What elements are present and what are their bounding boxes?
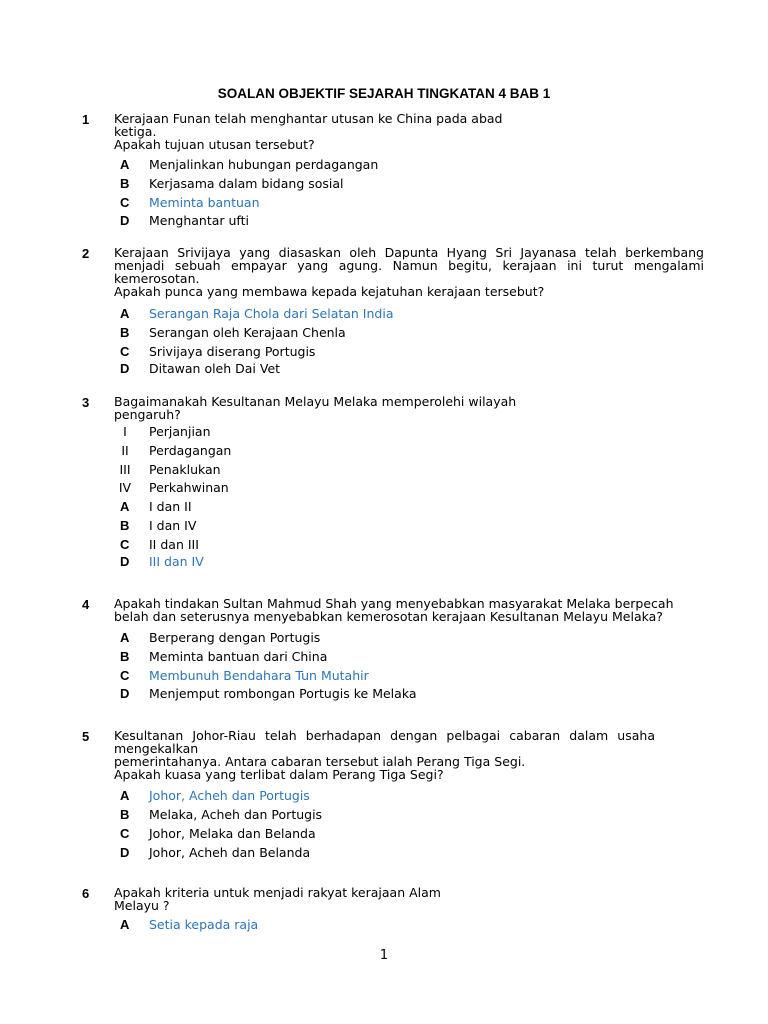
- statement-row: [0, 443, 768, 459]
- option-row[interactable]: [0, 157, 768, 173]
- option-text: II dan III: [149, 537, 199, 552]
- option-label: C: [120, 195, 130, 210]
- question-stem: [114, 729, 655, 781]
- option-row[interactable]: [0, 195, 768, 211]
- option-row[interactable]: [0, 518, 768, 534]
- option-text-answer: III dan IV: [149, 554, 204, 569]
- stem-line: Kesultanan Johor-Riau telah berhadapan dengan pelbagai cabaran dalam usaha: [114, 728, 655, 743]
- option-label: C: [120, 668, 130, 683]
- option-label: C: [120, 344, 130, 359]
- statement-row: [0, 424, 768, 440]
- option-label: B: [120, 649, 130, 664]
- question-number: 1: [82, 112, 90, 127]
- option-row[interactable]: [0, 686, 768, 702]
- option-label: D: [120, 213, 130, 228]
- option-text-answer: Membunuh Bendahara Tun Mutahir: [149, 668, 369, 683]
- stem-line: kemerosotan.: [114, 271, 200, 286]
- option-text: Kerjasama dalam bidang sosial: [149, 176, 344, 191]
- option-text-answer: Setia kepada raja: [149, 917, 259, 932]
- option-row[interactable]: [0, 554, 768, 570]
- option-text: Menjemput rombongan Portugis ke Melaka: [149, 686, 417, 701]
- option-row[interactable]: [0, 325, 768, 341]
- question-stem: [114, 112, 502, 151]
- question-number: 3: [82, 395, 90, 410]
- option-text: Ditawan oleh Dai Vet: [149, 361, 281, 376]
- stem-line: Apakah tindakan Sultan Mahmud Shah yang menyebabkan masyarakat Melaka berpecah: [114, 596, 674, 611]
- option-row[interactable]: [0, 845, 768, 861]
- option-row[interactable]: [0, 807, 768, 823]
- option-text: Menjalinkan hubungan perdagangan: [149, 157, 379, 172]
- option-text-answer: Serangan Raja Chola dari Selatan India: [149, 306, 394, 321]
- stem-line: menjadi sebuah empayar yang agung. Namun begitu, kerajaan ini turut mengalami: [114, 258, 704, 273]
- roman-label: IV: [118, 480, 132, 495]
- option-text: Menghantar ufti: [149, 213, 249, 228]
- option-label: C: [120, 537, 130, 552]
- option-text: Johor, Melaka dan Belanda: [149, 826, 316, 841]
- option-row[interactable]: [0, 499, 768, 515]
- option-label: D: [120, 361, 130, 376]
- question-stem: [114, 597, 674, 623]
- option-text-answer: Meminta bantuan: [149, 195, 260, 210]
- stem-line: Apakah kriteria untuk menjadi rakyat kerajaan Alam: [114, 885, 441, 900]
- stem-line: Kerajaan Srivijaya yang diasaskan oleh Dapunta Hyang Sri Jayanasa telah berkembang: [114, 245, 704, 260]
- question-number: 5: [82, 729, 90, 744]
- option-text: Meminta bantuan dari China: [149, 649, 328, 664]
- stem-line: belah dan seterusnya menyebabkan kemerosotan kerajaan Kesultanan Melayu Melaka?: [114, 609, 663, 624]
- option-label: B: [120, 807, 130, 822]
- stem-line: ketiga.: [114, 124, 157, 139]
- option-row[interactable]: [0, 537, 768, 553]
- option-label: B: [120, 325, 130, 340]
- option-text: I dan IV: [149, 518, 197, 533]
- stem-line: pemerintahanya. Antara cabaran tersebut ialah Perang Tiga Segi.: [114, 754, 526, 769]
- question-number: 2: [82, 246, 90, 261]
- option-row[interactable]: [0, 306, 768, 322]
- stem-line: Apakah tujuan utusan tersebut?: [114, 137, 315, 152]
- option-label: C: [120, 826, 130, 841]
- option-label: A: [120, 630, 130, 645]
- stem-line: Bagaimanakah Kesultanan Melayu Melaka memperolehi wilayah: [114, 394, 517, 409]
- page-title: SOALAN OBJEKTIF SEJARAH TINGKATAN 4 BAB 1: [217, 86, 551, 101]
- option-label: D: [120, 845, 130, 860]
- option-text: Johor, Acheh dan Belanda: [149, 845, 311, 860]
- option-row[interactable]: [0, 788, 768, 804]
- statement-text: Perkahwinan: [149, 480, 229, 495]
- option-text: Berperang dengan Portugis: [149, 630, 321, 645]
- option-label: A: [120, 499, 130, 514]
- option-row[interactable]: [0, 176, 768, 192]
- statement-text: Perjanjian: [149, 424, 211, 439]
- option-row[interactable]: [0, 917, 768, 933]
- option-label: B: [120, 176, 130, 191]
- option-row[interactable]: [0, 826, 768, 842]
- stem-line: Melayu ?: [114, 898, 170, 913]
- option-text: Melaka, Acheh dan Portugis: [149, 807, 323, 822]
- option-label: A: [120, 306, 130, 321]
- option-label: D: [120, 554, 130, 569]
- option-text: Serangan oleh Kerajaan Chenla: [149, 325, 346, 340]
- option-label: A: [120, 788, 130, 803]
- question-stem: [114, 246, 704, 298]
- option-row[interactable]: [0, 344, 768, 360]
- stem-line: pengaruh?: [114, 407, 181, 422]
- option-text-answer: Johor, Acheh dan Portugis: [149, 788, 310, 803]
- question-number: 4: [82, 597, 90, 612]
- option-row[interactable]: [0, 668, 768, 684]
- option-row[interactable]: [0, 649, 768, 665]
- statement-row: [0, 462, 768, 478]
- stem-line: Kerajaan Funan telah menghantar utusan ke China pada abad: [114, 111, 503, 126]
- option-label: B: [120, 518, 130, 533]
- statement-row: [0, 480, 768, 496]
- roman-label: I: [123, 424, 127, 439]
- statement-text: Perdagangan: [149, 443, 232, 458]
- question-stem: [114, 395, 516, 421]
- option-row[interactable]: [0, 361, 768, 377]
- option-text: Srivijaya diserang Portugis: [149, 344, 316, 359]
- stem-line: mengekalkan: [114, 741, 199, 756]
- option-row[interactable]: [0, 213, 768, 229]
- question-number: 6: [82, 886, 90, 901]
- stem-line: Apakah kuasa yang terlibat dalam Perang Tiga Segi?: [114, 767, 444, 782]
- question-stem: [114, 886, 441, 912]
- option-label: A: [120, 917, 130, 932]
- option-label: D: [120, 686, 130, 701]
- roman-label: II: [121, 443, 129, 458]
- page-number: 1: [379, 948, 389, 963]
- option-label: A: [120, 157, 130, 172]
- statement-text: Penaklukan: [149, 462, 221, 477]
- option-row[interactable]: [0, 630, 768, 646]
- roman-label: III: [119, 462, 131, 477]
- stem-line: Apakah punca yang membawa kepada kejatuhan kerajaan tersebut?: [114, 284, 545, 299]
- option-text: I dan II: [149, 499, 192, 514]
